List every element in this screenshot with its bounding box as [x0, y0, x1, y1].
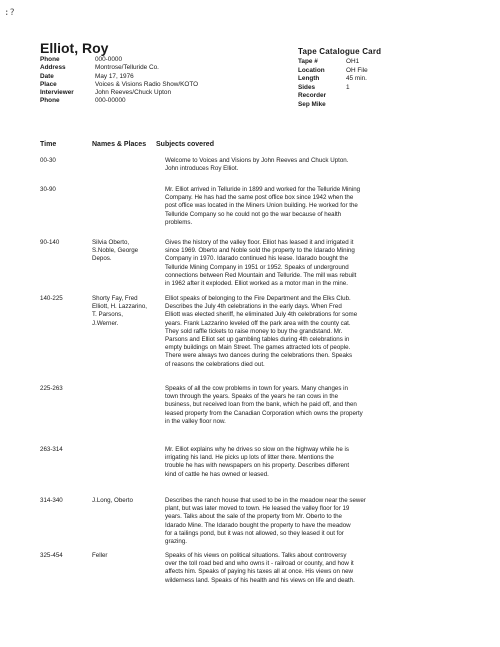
- meta-row-phone: [40, 56, 198, 64]
- entry-time: 00-30: [40, 157, 56, 164]
- entry-subject-line: problems.: [165, 218, 193, 226]
- entry-subject-line: affects him. Speaks of paying his taxes all at once. His views on new: [165, 568, 354, 576]
- tape-row-recorder: [298, 92, 368, 101]
- tape-value: 45 min.: [346, 75, 367, 83]
- tape-label: Recorder: [298, 92, 327, 100]
- entry-time: 225-263: [40, 385, 63, 392]
- entry-time: 325-454: [40, 552, 63, 559]
- entry-subject-line: They sold raffle tickets to raise money to buy the grandstand. Mr.: [165, 327, 343, 335]
- entry-subject-line: John introduces Roy Elliot.: [165, 165, 239, 173]
- entry-names: [92, 497, 158, 505]
- entry-subject-line: There were always two dances during the celebrations then. Speaks: [165, 352, 353, 360]
- entry-name-line: J.Werner.: [92, 319, 119, 327]
- entry-subjects: [165, 446, 463, 479]
- entry-subject-line: trouble he has with newspapers on his property. Describes different: [165, 462, 350, 470]
- card-title: Tape Catalogue Card: [298, 47, 382, 56]
- entry-subjects: [165, 552, 463, 585]
- entry-name-line: Feller: [92, 552, 108, 559]
- meta-value: 000-00000: [95, 97, 126, 105]
- entry-subject-line: for a tailings pond, but it was not allowed, so they leased it out for: [165, 529, 344, 537]
- meta-value: 000-0000: [95, 56, 123, 63]
- entry-names: [92, 239, 158, 264]
- tape-row-length: [298, 75, 368, 84]
- entry-subject-line: grazing.: [165, 538, 188, 546]
- meta-value: John Reeves/Chuck Upton: [95, 89, 172, 97]
- tape-label: Tape #: [298, 58, 318, 65]
- meta-row-place: [40, 81, 198, 89]
- tape-label: Location: [298, 66, 325, 74]
- meta-label: Phone: [40, 56, 60, 63]
- entry-subjects: [165, 295, 463, 369]
- meta-label: Interviewer: [40, 89, 74, 97]
- tape-details: [298, 58, 368, 110]
- entry-time: 140-225: [40, 295, 63, 302]
- entry-name-line: J.Long, Oberto: [92, 497, 133, 504]
- meta-row-address: [40, 64, 198, 72]
- meta-row-interviewer-phone: [40, 97, 198, 105]
- entry-subject-line: plant, but was later moved to town. He leased the valley floor for 19: [165, 505, 350, 513]
- column-header-subjects: Subjects covered: [156, 141, 214, 148]
- entry-subject-line: Speaks of all the cow problems in town for years. Many changes in: [165, 385, 348, 392]
- entry-name-line: S.Noble, George: [92, 247, 139, 255]
- entry-name-line: T. Parsons,: [92, 311, 123, 319]
- entry-subjects: [165, 186, 463, 227]
- tape-label: Length: [298, 75, 320, 83]
- entry-subject-line: Company. He has had the same post office box since 1942 when the: [165, 194, 354, 202]
- entry-names: [92, 295, 158, 328]
- tape-row-sep-mike: [298, 101, 368, 110]
- meta-value: Voices & Visions Radio Show/KOTO: [95, 80, 199, 88]
- entry-subject-line: Gives the history of the valley floor. Elliot has leased it and irrigated it: [165, 239, 354, 246]
- entry-subject-line: in the valley floor now.: [165, 417, 226, 425]
- entry-subjects: [165, 157, 463, 173]
- entry-time: 263-314: [40, 446, 63, 453]
- entry-subject-line: in 1962 after it exploded. Elliot worked as a motor man in the mine.: [165, 280, 348, 288]
- entry-subject-line: wilderness land. Speaks of his health and his views on life and death.: [165, 576, 355, 584]
- entry-subject-line: empty buildings on Main Street. The games attracted lots of people.: [165, 344, 351, 352]
- entry-names: [92, 552, 158, 560]
- entry-name-line: Elliott, H. Lazzarino,: [92, 303, 148, 311]
- entry-subject-line: Parsons and Elliot set up gambling tables during 4th celebrations in: [165, 336, 350, 344]
- meta-label: Place: [40, 80, 57, 88]
- entry-subject-line: of reasons the celebrations died out.: [165, 360, 265, 368]
- tape-label: Sides: [298, 83, 316, 91]
- entry-subject-line: Elliott was elected sheriff, he eliminated July 4th celebrations for some: [165, 311, 358, 319]
- entry-subjects: [165, 497, 463, 546]
- entry-subject-line: Telluride Company so he could not go the war because of health: [165, 210, 342, 218]
- entry-subject-line: Welcome to Voices and Visions by John Reeves and Chuck Upton.: [165, 157, 349, 164]
- entry-subject-line: Idarado Mine. The Idarado bought the property to have the meadow: [165, 521, 351, 529]
- meta-label: Date: [40, 72, 54, 80]
- entry-name-line: Shorty Fay, Fred: [92, 295, 138, 302]
- entry-subject-line: kind of cattle he has owned or leased.: [165, 470, 269, 478]
- column-header-time: Time: [40, 141, 57, 148]
- meta-row-date: [40, 73, 198, 81]
- entry-subject-line: Telluride Mining Company in 1951 or 1952. Speaks of underground: [165, 263, 349, 271]
- entry-subject-line: since 1969. Oberto and Noble sold the property to the Idarado Mining: [165, 247, 355, 255]
- tape-value: OH File: [346, 66, 368, 74]
- column-headers: [40, 141, 214, 148]
- tape-row-sides: [298, 84, 368, 93]
- tape-value: 1: [346, 83, 350, 91]
- entry-subject-line: irrigating his land. He picks up lots of litter there. Mentions the: [165, 454, 334, 462]
- meta-row-interviewer: [40, 89, 198, 97]
- entry-name-line: Silvia Oberto,: [92, 239, 130, 246]
- interview-metadata: [40, 56, 198, 106]
- entry-subject-line: Speaks of his views on political situations. Talks about controversy: [165, 552, 347, 559]
- entry-time: 90-140: [40, 239, 60, 246]
- entry-subject-line: town through the years. Speaks of the years he ran cows in the: [165, 393, 339, 401]
- entry-subject-line: Elliot speaks of belonging to the Fire Department and the Elks Club.: [165, 295, 351, 302]
- entry-name-line: Depos.: [92, 255, 112, 263]
- entry-subject-line: years. Talks about the sale of the property from Mr. Oberto to the: [165, 513, 343, 521]
- tape-row-number: [298, 58, 368, 67]
- meta-label: Address: [40, 64, 66, 72]
- tape-value: OH1: [346, 58, 360, 65]
- entry-subject-line: Describes the ranch house that used to be in the meadow near the sewer: [165, 497, 366, 504]
- entry-subjects: [165, 385, 463, 426]
- entry-subjects: [165, 239, 463, 288]
- entry-subject-line: connections between Red Mountain and Telluride. The mill was rebuilt: [165, 271, 357, 279]
- meta-value: May 17, 1976: [95, 72, 134, 80]
- interviewee-name: Elliot, Roy: [40, 40, 109, 56]
- entry-subject-line: Mr. Elliot explains why he drives so slow on the highway while he is: [165, 446, 349, 453]
- meta-value: Montrose/Telluride Co.: [95, 64, 159, 72]
- entry-subject-line: over the toll road bed and who owns it - railroad or county, and how it: [165, 560, 354, 568]
- entry-time: 314-340: [40, 497, 63, 504]
- meta-label: Phone: [40, 97, 60, 105]
- entry-subject-line: Describes the July 4th celebrations in the early days. When Fred: [165, 303, 342, 311]
- tape-label: Sep Mike: [298, 100, 326, 108]
- corner-mark: :?: [4, 8, 15, 18]
- entry-subject-line: Company in 1970. Idarado continued his lease. Idarado bought the: [165, 255, 349, 263]
- tape-row-location: [298, 67, 368, 76]
- entry-subject-line: Mr. Elliot arrived in Telluride in 1899 and worked for the Telluride Mining: [165, 186, 361, 193]
- entry-subject-line: leased property from the Canadian Corporation which owns the property: [165, 409, 363, 417]
- entry-subject-line: business, but received loan from the bank, which he paid off, and then: [165, 401, 357, 409]
- entry-subject-line: years. Frank Lazzarino leveled off the park area with the county cat.: [165, 319, 351, 327]
- entry-subject-line: post office was located in the Miners Union building. He worked for the: [165, 202, 358, 210]
- entry-time: 30-90: [40, 186, 56, 193]
- column-header-names: Names & Places: [92, 141, 147, 148]
